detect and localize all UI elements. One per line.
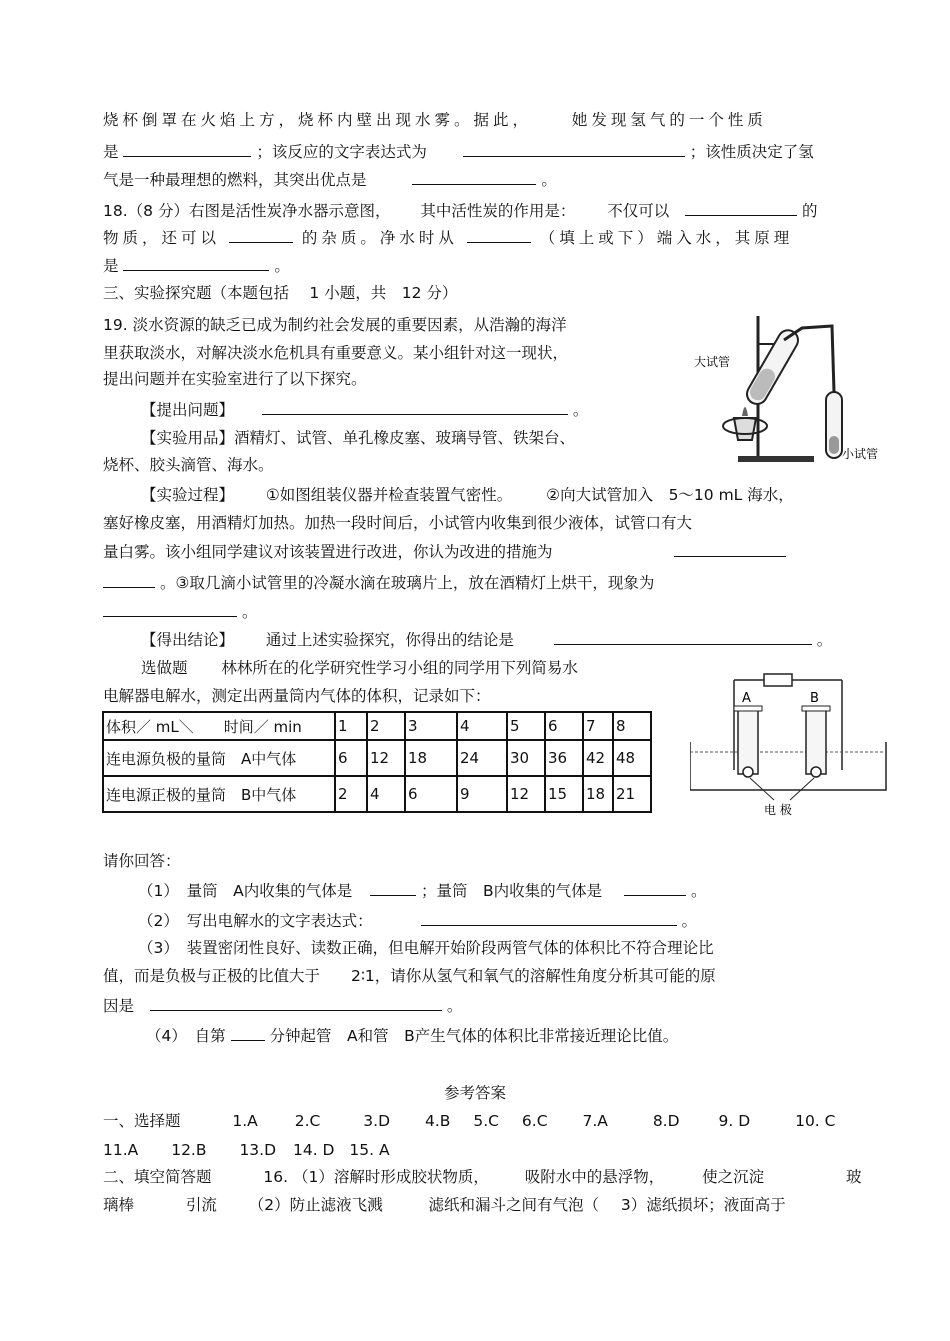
big-tube <box>743 327 801 408</box>
answer-intro: 请你回答： <box>103 852 181 870</box>
q17-text-1b: 她发现氢气的一个性质 <box>571 111 767 129</box>
q18-line1 <box>103 200 818 221</box>
q18-text-2b: 的杂质。净水时从 <box>301 229 458 247</box>
q19-ask <box>141 399 588 420</box>
conclusion-label: 【得出结论】 <box>141 631 235 649</box>
key-answer: 5.C <box>473 1112 499 1130</box>
label-b: B <box>810 691 819 706</box>
q18-text-1a: 18.（8 分）右图是活性炭净水器示意图， <box>103 202 391 220</box>
key-text: 滤纸和漏斗之间有气泡（ <box>428 1196 600 1214</box>
q19-materials-2: 烧杯、胶头滴管、海水。 <box>103 456 274 474</box>
q19-process-3 <box>103 541 786 562</box>
q1-text-b: ；量筒 B内收集的气体是 <box>421 882 603 900</box>
table-cell: 48 <box>613 740 651 776</box>
alcohol-lamp <box>734 418 756 440</box>
process-text-3: 量白雾。该小组同学建议对该装置进行改进，你认为改进的措施为 <box>103 543 553 561</box>
key-answer: 8.D <box>652 1112 680 1130</box>
answer-q4 <box>146 1025 678 1046</box>
q3-text-d: 。 <box>446 997 463 1015</box>
table-cell: 9 <box>457 776 507 812</box>
key-section-1-row-2 <box>103 1140 390 1160</box>
answer-blank[interactable] <box>150 995 442 1011</box>
elective-line-2: 电解器电解水，测定出两量筒内气体的体积，记录如下： <box>103 687 491 705</box>
key-answer: 1.A <box>232 1112 258 1130</box>
answer-blank[interactable] <box>231 1025 265 1041</box>
q18-text-1d: 的 <box>802 202 818 220</box>
label-big-tube: 大试管 <box>694 355 731 369</box>
conclusion-end: 。 <box>816 631 833 649</box>
q3-text-c: 因是 <box>103 997 135 1015</box>
key-answer: 6.C <box>521 1112 548 1130</box>
answer-q3-line1: （3） 装置密闭性良好、读数正确，但电解开始阶段两管气体的体积比不符合理论比 <box>138 939 714 957</box>
label-small-tube: 小试管 <box>842 447 879 461</box>
table-row <box>103 740 651 776</box>
trough <box>690 742 886 790</box>
q17-text-3a: 气是一种最理想的燃料，其突出优点是 <box>103 171 367 189</box>
key-text: 16. （1）溶解时形成胶状物质， <box>263 1168 489 1186</box>
key-answer: 14. D <box>292 1141 335 1159</box>
table-header-cell: 7 <box>583 712 613 740</box>
answer-blank[interactable] <box>370 880 416 896</box>
q19-process-1 <box>141 485 794 505</box>
q19-para-3: 提出问题并在实验室进行了以下探究。 <box>103 370 367 388</box>
q1-text-a: （1） 量筒 A内收集的气体是 <box>138 882 353 900</box>
q17-line3 <box>103 169 557 190</box>
answer-q1 <box>138 880 707 901</box>
key-answer: 11.A <box>103 1141 139 1159</box>
answer-blank[interactable] <box>123 141 251 157</box>
q19-para-2: 里获取淡水，对解决淡水危机具有重要意义。某小组针对这一现状， <box>103 344 569 362</box>
answer-q2 <box>138 910 697 931</box>
key-section-1-label: 一、选择题 <box>103 1112 181 1130</box>
key-section-2-line-2 <box>103 1195 786 1215</box>
ask-label: 【提出问题】 <box>141 401 235 419</box>
table-cell: 18 <box>405 740 457 776</box>
key-answer: 15. A <box>349 1141 390 1159</box>
process-step-1: ①如图组装仪器并检查装置气密性。 <box>265 486 513 504</box>
q19-process-5 <box>103 601 257 622</box>
answer-blank[interactable] <box>685 200 797 216</box>
q18-line3 <box>103 255 290 276</box>
cylinder-b <box>806 710 826 774</box>
table-cell: 42 <box>583 740 613 776</box>
flame <box>742 407 748 416</box>
table-header-cell: 1 <box>335 712 367 740</box>
table-header-cell: 3 <box>405 712 457 740</box>
table-cell: 15 <box>545 776 583 812</box>
key-answer: 4.B <box>424 1112 451 1130</box>
q2-text-b: 。 <box>681 912 697 930</box>
key-text: 玻 <box>846 1168 862 1186</box>
q17-line2 <box>103 141 814 162</box>
table-header-cell: 5 <box>507 712 545 740</box>
process-text-5: 。 <box>241 603 258 621</box>
key-answer: 12.B <box>171 1141 207 1159</box>
electrolysis-table <box>102 711 652 813</box>
key-answer: 9. D <box>718 1112 751 1130</box>
key-text: 引流 <box>185 1196 217 1214</box>
table-cell: 36 <box>545 740 583 776</box>
q18-text-2a: 物质，还可以 <box>103 229 221 247</box>
table-cell: 21 <box>613 776 651 812</box>
answer-blank[interactable] <box>463 141 685 157</box>
q17-text-3b: 。 <box>541 171 557 189</box>
conclusion-text: 通过上述实验探究，你得出的结论是 <box>265 631 514 649</box>
table-cell: 6 <box>405 776 457 812</box>
q19-conclusion <box>141 629 832 650</box>
key-text: （2）防止滤液飞溅 <box>248 1196 383 1214</box>
table-cell: 12 <box>507 776 545 812</box>
q4-text-a: （4） 自第 <box>146 1027 226 1045</box>
process-step-2: ②向大试管加入 5～10 mL 海水， <box>546 486 794 504</box>
key-text: 璃棒 <box>103 1196 135 1214</box>
distillation-figure <box>692 308 892 468</box>
process-label: 【实验过程】 <box>141 486 235 504</box>
table-header-row <box>103 712 651 740</box>
key-text: 3）滤纸损坏；液面高于 <box>620 1196 786 1214</box>
key-section-1 <box>103 1111 835 1131</box>
q19-para-1: 19. 淡水资源的缺乏已成为制约社会发展的重要因素，从浩瀚的海洋 <box>103 316 567 334</box>
answer-q3-line2: 值，而是负极与正极的比值大于 2∶1，请你从氢气和氧气的溶解性角度分析其可能的原 <box>103 967 716 985</box>
answer-blank[interactable] <box>674 541 786 557</box>
answer-key-title: 参考答案 <box>443 1084 506 1102</box>
q17-text-2a: 是 <box>103 143 119 161</box>
q18-text-2c: （填上或下）端入水，其原理 <box>539 229 794 247</box>
q4-text-b: 分钟起管 A和管 B产生气体的体积比非常接近理论比值。 <box>269 1027 679 1045</box>
answer-blank[interactable] <box>229 227 293 243</box>
answer-blank[interactable] <box>123 255 269 271</box>
answer-blank[interactable] <box>467 227 531 243</box>
delivery-tube <box>784 326 834 392</box>
table-header-cell: 4 <box>457 712 507 740</box>
battery-icon <box>764 674 792 686</box>
table-cell: 30 <box>507 740 545 776</box>
key-answer: 3.D <box>363 1112 391 1130</box>
q17-line1 <box>103 110 767 130</box>
key-answer: 2.C <box>294 1112 321 1130</box>
table-row-label: 连电源负极的量筒 A中气体 <box>103 740 335 776</box>
key-section-2-label: 二、填空简答题 <box>103 1168 212 1186</box>
answer-blank[interactable] <box>421 910 677 926</box>
q18-text-3b: 。 <box>274 257 290 275</box>
q17-text-1: 烧杯倒罩在火焰上方，烧杯内壁出现水雾。据此， <box>103 111 533 129</box>
q19-process-4 <box>103 572 654 593</box>
table-header-cell: 6 <box>545 712 583 740</box>
label-a: A <box>742 691 751 706</box>
answer-blank[interactable] <box>554 629 812 645</box>
table-header-label: 体积／ mL＼ 时间／ min <box>103 712 335 740</box>
q17-text-2c: ；该性质决定了氢 <box>689 143 814 161</box>
elective-line-1 <box>141 658 578 678</box>
q18-text-3a: 是 <box>103 257 119 275</box>
key-section-2-line-1 <box>103 1167 862 1187</box>
table-header-cell: 8 <box>613 712 651 740</box>
key-text: 使之沉淀 <box>702 1168 765 1186</box>
stand-base <box>738 456 814 462</box>
q19-process-2: 塞好橡皮塞，用酒精灯加热。加热一段时间后，小试管内收集到很少液体，试管口有大 <box>103 514 693 532</box>
elective-label: 选做题 <box>141 659 188 677</box>
section-heading: 三、实验探究题（本题包括 1 小题，共 12 分） <box>103 284 458 302</box>
key-text: 吸附水中的悬浮物， <box>524 1168 665 1186</box>
q18-text-1c: 不仅可以 <box>607 202 670 220</box>
q18-line2 <box>103 227 793 248</box>
answer-blank[interactable] <box>262 399 568 415</box>
q17-text-2b: ；该反应的文字表达式为 <box>256 143 427 161</box>
q2-text-a: （2） 写出电解水的文字表达式： <box>138 912 373 930</box>
key-answer: 13.D <box>239 1141 277 1159</box>
ask-end: 。 <box>572 401 589 419</box>
table-cell: 2 <box>335 776 367 812</box>
table-cell: 12 <box>367 740 405 776</box>
key-answer: 7.A <box>582 1112 608 1130</box>
table-row-label: 连电源正极的量筒 B中气体 <box>103 776 335 812</box>
answer-blank[interactable] <box>103 601 237 617</box>
answer-blank[interactable] <box>412 169 536 185</box>
electrolysis-figure <box>690 666 888 816</box>
q19-materials: 【实验用品】酒精灯、试管、单孔橡皮塞、玻璃导管、铁架台、 <box>141 429 576 447</box>
q1-text-c: 。 <box>690 882 707 900</box>
table-cell: 24 <box>457 740 507 776</box>
table-cell: 18 <box>583 776 613 812</box>
table-cell: 4 <box>367 776 405 812</box>
key-answer: 10. C <box>795 1112 836 1130</box>
elective-text: 林林所在的化学研究性学习小组的同学用下列简易水 <box>221 659 578 677</box>
answer-q3-line3 <box>103 995 462 1016</box>
table-cell: 6 <box>335 740 367 776</box>
process-text-4: 。③取几滴小试管里的冷凝水滴在玻璃片上，放在酒精灯上烘干，现象为 <box>159 574 655 592</box>
cylinder-a <box>738 710 758 774</box>
answer-blank[interactable] <box>624 880 686 896</box>
table-header-cell: 2 <box>367 712 405 740</box>
table-row <box>103 776 651 812</box>
label-electrode: 电 极 <box>764 803 792 816</box>
answer-blank[interactable] <box>103 572 155 588</box>
q18-text-1b: 其中活性炭的作用是： <box>420 202 576 220</box>
